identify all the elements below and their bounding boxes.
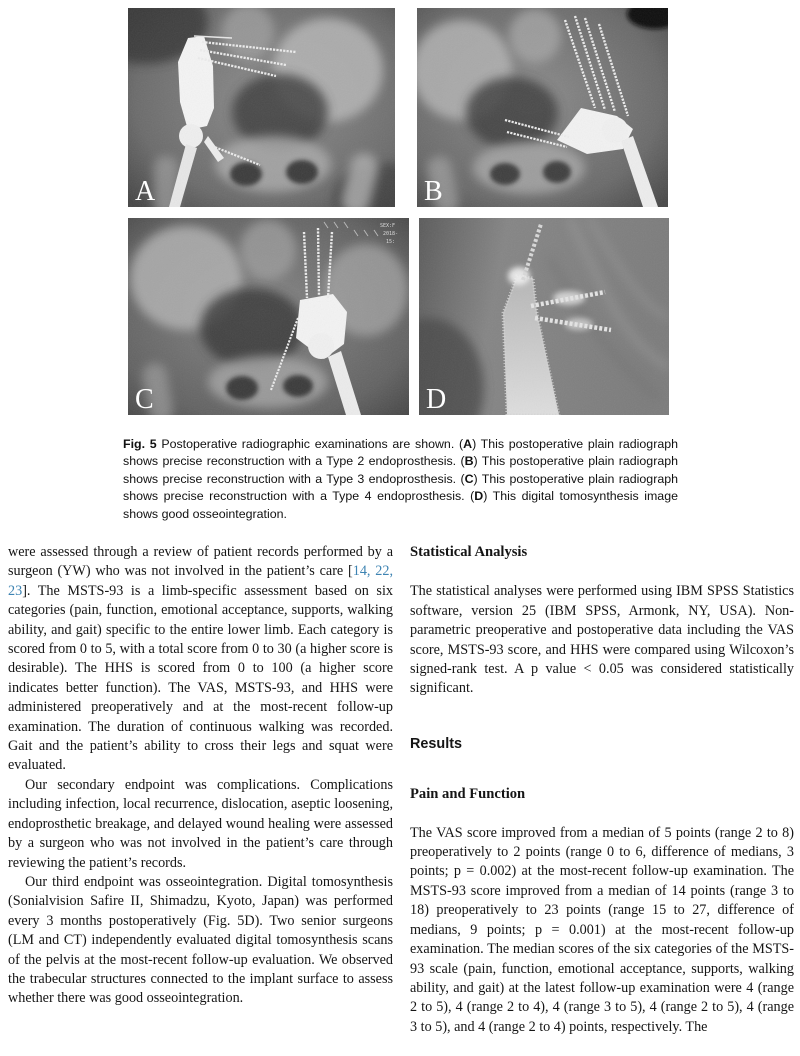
paragraph-pain-and-function: The VAS score improved from a median of 5 points (range 2 to 8) preoperatively to 2 points (range 0 to 6, difference of medians, 3 points; p = 0.002) at the most-recent follow-up examination. The MSTS-93 score improved from a median of 14 points (range 3 to 18) preoperatively to 23 points (range 15 to 27, difference of medians, 9 points; p = 0.001) at the most-recent follow-up examination. The median scores of the six categories of the MSTS-93 scale (pain, function, emotional acceptance, supports, walking ability, and gait) at the latest follow-up examination were 4 (range 2 to 5), 4 (range 2 to 4), 4 (range 3 to 5), 4 (range 2 to 5), 4 (range 3 to 5), and 4 (range 2 to 4) points, respectively. The [410, 824, 794, 1035]
radiograph-annotation-line: 2018- [383, 231, 399, 237]
caption-panel-ref-b: B [464, 454, 474, 469]
radiograph-panel-b [417, 8, 668, 207]
heading-pain-and-function: Pain and Function [410, 786, 526, 803]
figure-caption [123, 436, 678, 523]
caption-segment: ) This postoperative plain radiograph shows precise reconstruction with a Type 3 endoprosthesis. ( [123, 454, 678, 486]
panel-label-a: A [135, 176, 156, 207]
paragraph-secondary-endpoint: Our secondary endpoint was complications. Complications including infection, local recurrence, dislocation, aseptic loosening, endoprosthetic breakage, and delayed wound healing were assessed by a surgeon who was not involved in the patient’s care through reviewing the patient’s records. [8, 776, 393, 871]
radiograph-image-b [417, 8, 668, 207]
citation-link-14-22-23[interactable]: 14, 22, 23 [8, 563, 393, 599]
caption-segment: ) This postoperative plain radiograph shows precise reconstruction with a Type 2 endoprosthesis. ( [123, 437, 678, 469]
paragraph-text: ]. The MSTS-93 is a limb-specific assessment based on six categories (pain, function, emotional acceptance, supports, walking ability, and gait) specific to the entire lower limb. Each category is scored from 0 to 5, with a total score from 0 to 30 (a higher score is desirable). The HHS is scored from 0 to 100 (a higher score indicates better function). The VAS, MSTS-93, and HHS were administered preoperatively and at the most-recent follow-up examination. The duration of continuous walking was recorded. Gait and the patient’s ability to cross their legs and squat were evaluated. [8, 582, 393, 774]
paragraph-text: were assessed through a review of patient records performed by a surgeon (YW) who was not involved in the patient’s care [ [8, 544, 393, 580]
paragraph-statistical-analysis: The statistical analyses were performed using IBM SPSS Statistics software, version 25 (IBM SPSS, Armonk, NY, USA). Non-parametric preoperative and postoperative data including the VAS score, MSTS-93 score, and HHS were compared using Wilcoxon’s signed-rank test. A p value < 0.05 was considered statistically significant. [410, 583, 794, 697]
caption-segment: ) This digital tomosynthesis image shows good osseointegration. [123, 489, 678, 521]
body-column-right [410, 543, 794, 1037]
panel-label-b: B [424, 176, 443, 207]
paragraph-methods-assessment [8, 543, 393, 776]
tomosynthesis-image-d [419, 218, 669, 415]
tomosynthesis-panel-d [419, 218, 669, 415]
caption-fig-label: Fig. 5 [123, 437, 157, 451]
heading-statistical-analysis: Statistical Analysis [410, 544, 528, 560]
panel-label-c: C [135, 384, 154, 415]
paragraph-third-endpoint: Our third endpoint was osseointegration. Digital tomosynthesis (Sonialvision Safire II, Shimadzu, Kyoto, Japan) was performed every 3 months postoperatively (Fig. 5D). Two senior surgeons (LM and CT) independently evaluated digital tomosynthesis scans of the pelvis at the most-recent follow-up evaluation. We observed the trabecular structures connected to the implant surface to assess whether there was good osseointegration. [8, 873, 393, 1007]
caption-panel-ref-d: D [474, 489, 484, 504]
caption-segment: Postoperative radiographic examinations are shown. ( [156, 437, 464, 451]
radiograph-image-a [128, 8, 395, 207]
caption-panel-ref-c: C [464, 471, 474, 486]
radiograph-image-c [128, 218, 409, 415]
radiograph-annotation-line: SEX:F [380, 223, 396, 229]
caption-segment: ) This postoperative plain radiograph shows precise reconstruction with a Type 4 endoprosthesis. ( [123, 471, 678, 504]
body-column-left [8, 543, 393, 1009]
radiograph-panel-a [128, 8, 395, 207]
radiograph-panel-c [128, 218, 409, 415]
panel-label-d: D [426, 384, 447, 415]
heading-results: Results [410, 735, 462, 752]
radiograph-annotation-line: 15: [386, 239, 396, 245]
caption-panel-ref-a: A [463, 437, 473, 451]
